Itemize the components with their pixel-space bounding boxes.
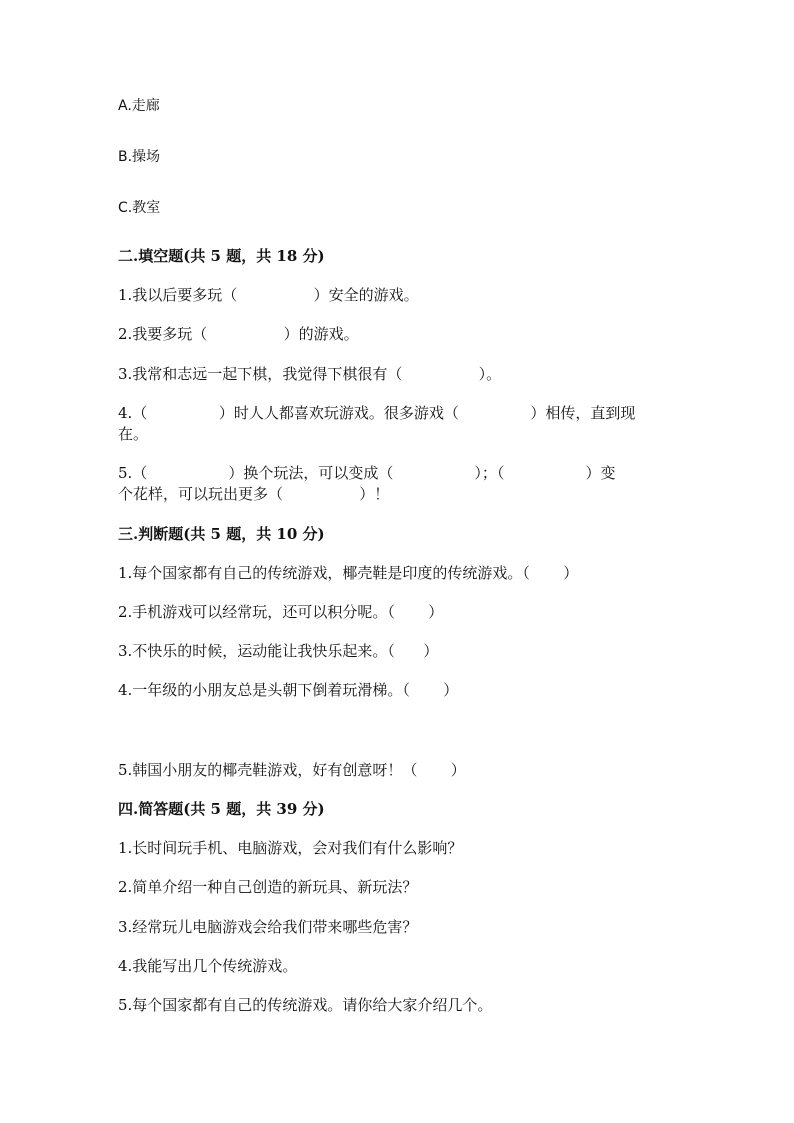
question-item: 3.我常和志远一起下棋，我觉得下棋很有（ ）。 bbox=[118, 365, 502, 383]
section-heading-short-answer: 四.简答题(共 5 题，共 39 分) bbox=[118, 800, 325, 818]
question-item: 1.每个国家都有自己的传统游戏，椰壳鞋是印度的传统游戏。（ ） bbox=[118, 564, 579, 582]
question-item: 5.韩国小朋友的椰壳鞋游戏，好有创意呀！（ ） bbox=[118, 761, 466, 779]
option-c: C.教室 bbox=[118, 200, 161, 216]
question-item: 3.不快乐的时候，运动能让我快乐起来。（ ） bbox=[118, 642, 439, 660]
question-item: 2.我要多玩（ ）的游戏。 bbox=[118, 325, 359, 343]
question-item: 4.我能写出几个传统游戏。 bbox=[118, 957, 298, 975]
question-item: 5.每个国家都有自己的传统游戏。请你给大家介绍几个。 bbox=[118, 996, 493, 1014]
option-b: B.操场 bbox=[118, 149, 161, 165]
question-item: 1.我以后要多玩（ ）安全的游戏。 bbox=[118, 286, 419, 304]
question-item-continuation: 个花样，可以玩出更多（ ）！ bbox=[118, 485, 390, 503]
question-item: 3.经常玩儿电脑游戏会给我们带来哪些危害？ bbox=[118, 918, 418, 936]
question-item: 2.手机游戏可以经常玩，还可以积分呢。（ ） bbox=[118, 603, 444, 621]
question-item: 2.简单介绍一种自己创造的新玩具、新玩法？ bbox=[118, 878, 418, 896]
question-item: 5.（ ）换个玩法，可以变成（ ）；（ ）变 bbox=[118, 464, 616, 482]
question-item: 4.一年级的小朋友总是头朝下倒着玩滑梯。（ ） bbox=[118, 681, 459, 699]
section-heading-fill-blank: 二.填空题(共 5 题，共 18 分) bbox=[118, 247, 325, 265]
question-item: 4.（ ）时人人都喜欢玩游戏。很多游戏（ ）相传，直到现 bbox=[118, 404, 636, 422]
question-item: 1.长时间玩手机、电脑游戏，会对我们有什么影响？ bbox=[118, 839, 463, 857]
section-heading-true-false: 三.判断题(共 5 题，共 10 分) bbox=[118, 525, 325, 543]
question-item-continuation: 在。 bbox=[118, 425, 149, 443]
option-a: A.走廊 bbox=[118, 98, 160, 114]
